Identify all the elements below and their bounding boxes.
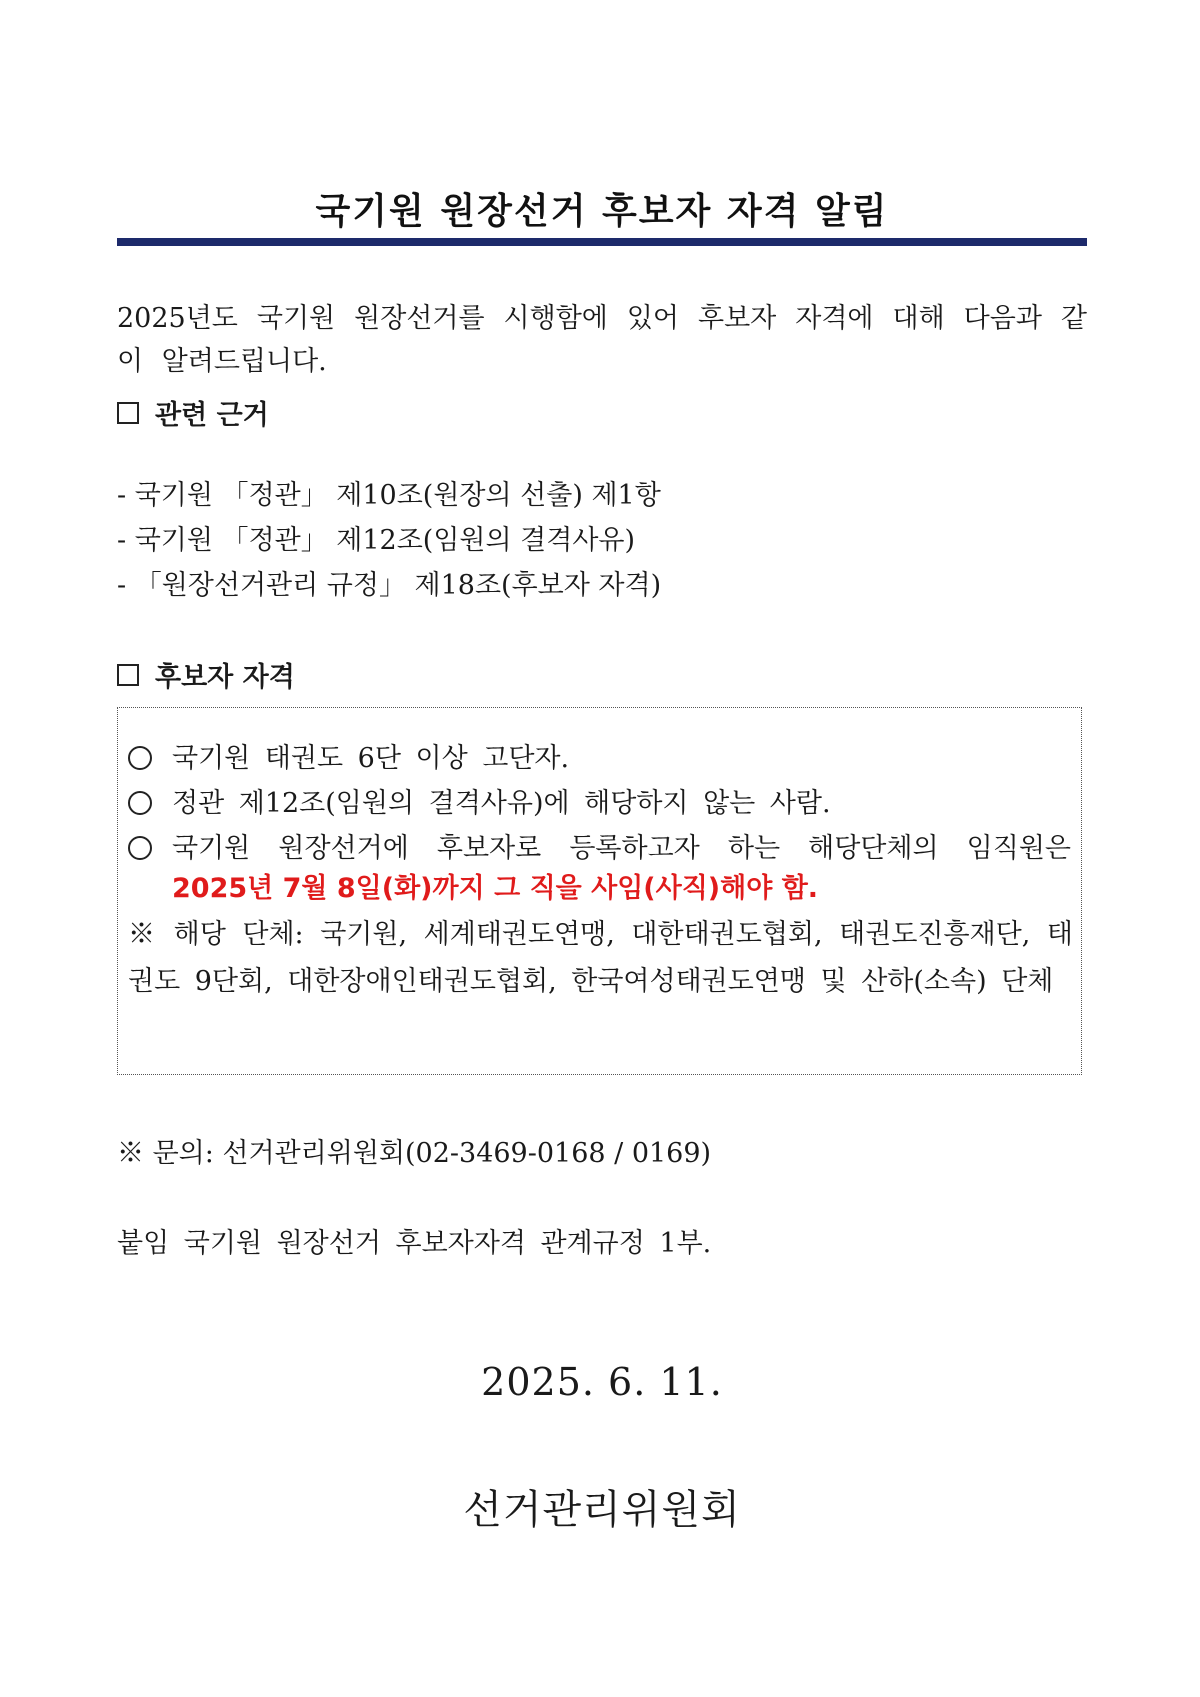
document-title: 국기원 원장선거 후보자 자격 알림 xyxy=(315,191,889,232)
qualification-item xyxy=(128,781,1071,826)
circle-bullet-icon xyxy=(128,836,152,860)
document-date: 2025. 6. 11. xyxy=(481,1360,723,1404)
list-item: - 국기원 「정관」 제12조(임원의 결격사유) xyxy=(117,525,636,556)
organizations-note: ※ 해당 단체: 국기원, 세계태권도연맹, 대한태권도협회, 태권도진흥재단, 태권도 9단회, 대한장애인태권도협회, 한국여성태권도연맹 및 산하(소속) 단체 xyxy=(128,919,1073,997)
circle-bullet-icon xyxy=(128,791,152,815)
issuer-name: 선거관리위원회 xyxy=(463,1487,741,1533)
basis-list xyxy=(117,473,661,608)
qualification-item xyxy=(128,826,1071,871)
qualification-heading-label: 후보자 자격 xyxy=(155,662,295,693)
qualification-text: 국기원 태권도 6단 이상 고단자. xyxy=(172,743,570,774)
list-item: - 「원장선거관리 규정」 제18조(후보자 자격) xyxy=(117,570,662,601)
qualification-text: 정관 제12조(임원의 결격사유)에 해당하지 않는 사람. xyxy=(172,788,831,819)
basis-heading-label: 관련 근거 xyxy=(155,400,269,431)
circle-bullet-icon xyxy=(128,746,152,770)
section-heading-basis xyxy=(117,393,269,432)
list-item: - 국기원 「정관」 제10조(원장의 선출) 제1항 xyxy=(117,480,661,511)
qualification-item xyxy=(128,736,1071,781)
inquiry-contact: ※ 문의: 선거관리위원회(02-3469-0168 / 0169) xyxy=(117,1138,712,1169)
section-heading-qualification xyxy=(117,655,295,694)
square-bullet-icon xyxy=(117,664,139,686)
square-bullet-icon xyxy=(117,402,139,424)
resignation-deadline: 2025년 7월 8일(화)까지 그 직을 사임(사직)해야 함. xyxy=(172,873,819,904)
qualification-box xyxy=(117,707,1082,1075)
title-underline xyxy=(117,238,1087,246)
attachment-line: 붙임 국기원 원장선거 후보자자격 관계규정 1부. xyxy=(117,1228,712,1259)
qualification-text: 국기원 원장선거에 후보자로 등록하고자 하는 해당단체의 임직원은 xyxy=(172,833,1071,864)
intro-paragraph: 2025년도 국기원 원장선거를 시행함에 있어 후보자 자격에 대해 다음과 같이 알려드립니다. xyxy=(117,303,1087,377)
